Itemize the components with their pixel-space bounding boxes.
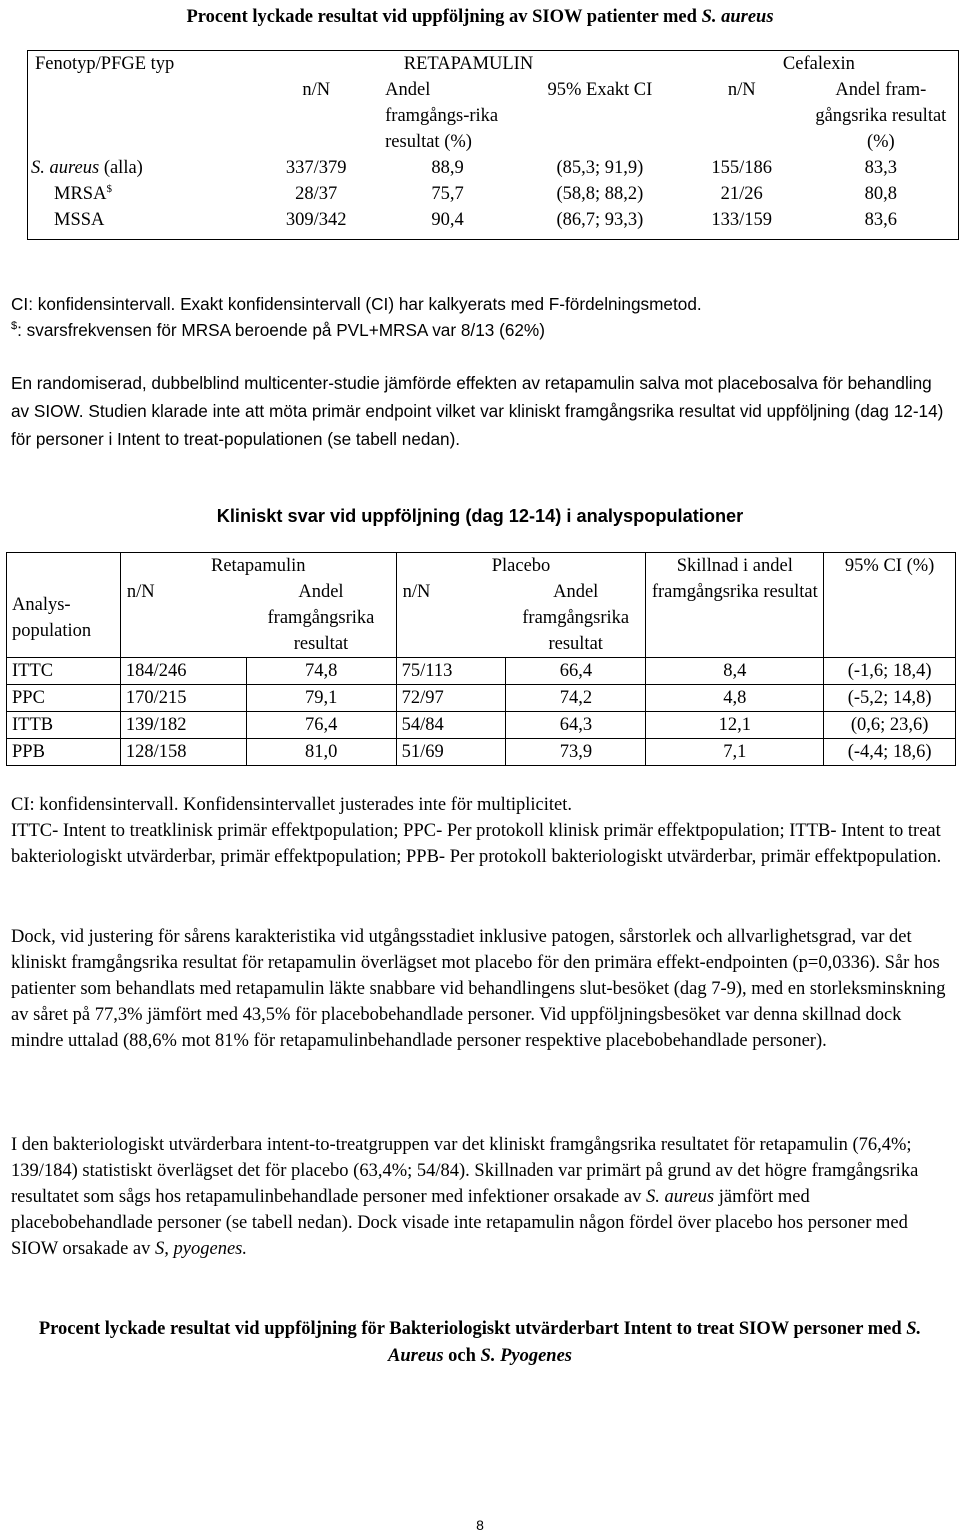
subheader-nN: n/N bbox=[302, 80, 331, 100]
table-row: PPB 128/158 81,0 51/69 73,9 7,1 (-4,4; 18,6) bbox=[7, 739, 956, 766]
heading-table1: Procent lyckade resultat vid uppföljning av SIOW patienter med S. aureus bbox=[186, 7, 774, 27]
subheader-andel-retapamulin: Andel framgångs-rika resultat (%) bbox=[385, 80, 499, 152]
page-number: 8 bbox=[476, 1517, 484, 1533]
header-analyspopulation: Analys-population bbox=[7, 553, 121, 658]
table-row: PPC 170/215 79,1 72/97 74,2 4,8 (-5,2; 14,8) bbox=[7, 685, 956, 712]
header-placebo: Placebo bbox=[396, 553, 646, 580]
note-ci-2: CI: konfidensintervall. Konfidensintervallet justerades inte för multiplicitet. bbox=[11, 795, 573, 815]
header-fenotyp: Fenotyp/PFGE typ bbox=[35, 54, 175, 74]
subheader-nN-cefalexin: n/N bbox=[727, 80, 756, 100]
table-row: ITTB 139/182 76,4 54/84 64,3 12,1 (0,6; 23,6) bbox=[7, 712, 956, 739]
subheader-ci: 95% Exakt CI bbox=[547, 80, 653, 100]
subheader-nN: n/N bbox=[120, 579, 246, 658]
paragraph-study: En randomiserad, dubbelblind multicenter-studie jämförde effekten av retapamulin salva mot placebosalva för behandling av SIOW. Studien klarade inte att möta primär endpoint vilket var kliniskt framgångsrika resultat vid uppföljning (dag 12-14) för personer i Intent to treat-populationen (se tabell nedan). bbox=[11, 373, 944, 449]
subheader-andel-cefalexin: Andel fram-gångsrika resultat (%) bbox=[815, 80, 947, 152]
note-mrsa: $: svarsfrekvensen för MRSA beroende på PVL+MRSA var 8/13 (62%) bbox=[11, 320, 545, 340]
table-row: MRSA$ 28/37 75,7 (58,8; 88,2) 21/26 80,8 bbox=[54, 183, 897, 204]
header-cefalexin: Cefalexin bbox=[782, 54, 855, 74]
subheader-andel-placebo: Andel framgångsrika resultat bbox=[506, 579, 646, 658]
header-retapamulin: Retapamulin bbox=[120, 553, 396, 580]
note-abbreviations: ITTC- Intent to treatklinisk primär effektpopulation; PPC- Per protokoll klinisk primär effektpopulation; ITTB- Intent to treat bakteriologiskt utvärderbar, primär effektpopulation; PPB- Per protokoll bakteriologiskt utvärderbar, primär effektpopulation. bbox=[11, 821, 942, 867]
table-analyspopulationer bbox=[6, 552, 956, 766]
table-row: S. aureus (alla) 337/379 88,9 (85,3; 91,9) 155/186 83,3 bbox=[31, 158, 897, 178]
heading-table2: Kliniskt svar vid uppföljning (dag 12-14) i analyspopulationer bbox=[216, 506, 744, 526]
table-siow-aureus bbox=[27, 50, 959, 240]
header-retapamulin: RETAPAMULIN bbox=[403, 54, 534, 74]
heading-table3: Procent lyckade resultat vid uppföljning för Bakteriologiskt utvärderbart Intent to treat SIOW personer med S. Aureus och S. Pyogenes bbox=[38, 1319, 922, 1366]
note-ci: CI: konfidensintervall. Exakt konfidensintervall (CI) har kalkyerats med F-fördelningsmetod. bbox=[11, 294, 702, 314]
header-ci: 95% CI (%) bbox=[824, 553, 956, 658]
paragraph-bacteriological: I den bakteriologiskt utvärderbara intent-to-treatgruppen var det kliniskt framgångsrika resultatet för retapamulin (76,4%; 139/184) statistiskt överlägset det för placebo (63,4%; 54/84). Skillnaden var primärt på grund av det högre framgångsrika resultatet som sågs hos retapamulinbehandlade personer med infektioner orsakade av S. aureus jämfört med placebobehandlade personer (se tabell nedan). Dock visade inte retapamulin någon fördel över placebo hos personer med SIOW orsakade av S, pyogenes. bbox=[11, 1135, 919, 1259]
table-row: MSSA 309/342 90,4 (86,7; 93,3) 133/159 83,6 bbox=[54, 210, 897, 230]
paragraph-adjustment: Dock, vid justering för sårens karakteristika vid utgångsstadiet inklusive patogen, sårstorlek och allvarlighetsgrad, var det kliniskt framgångsrika resultat för retapamulin överlägset mot placebo för den primära effekt-endpointen (p=0,0336). Sår hos patienter som behandlats med retapamulin läkte snabbare vid behandlingens slut-besöket (dag 7-9), med en storleksminskning av såret på 77,3% jämfört med 43,5% för placebobehandlade personer. Vid uppföljningsbesöket var denna skillnad dock mindre uttalad (88,6% mot 81% för retapamulinbehandlade personer respektive placebobehandlade personer). bbox=[11, 927, 946, 1051]
subheader-andel: Andel framgångsrika resultat bbox=[246, 579, 396, 658]
table-row: ITTC 184/246 74,8 75/113 66,4 8,4 (-1,6; 18,4) bbox=[7, 658, 956, 685]
header-skillnad: Skillnad i andel framgångsrika resultat bbox=[646, 553, 824, 658]
subheader-nN-placebo: n/N bbox=[396, 579, 506, 658]
